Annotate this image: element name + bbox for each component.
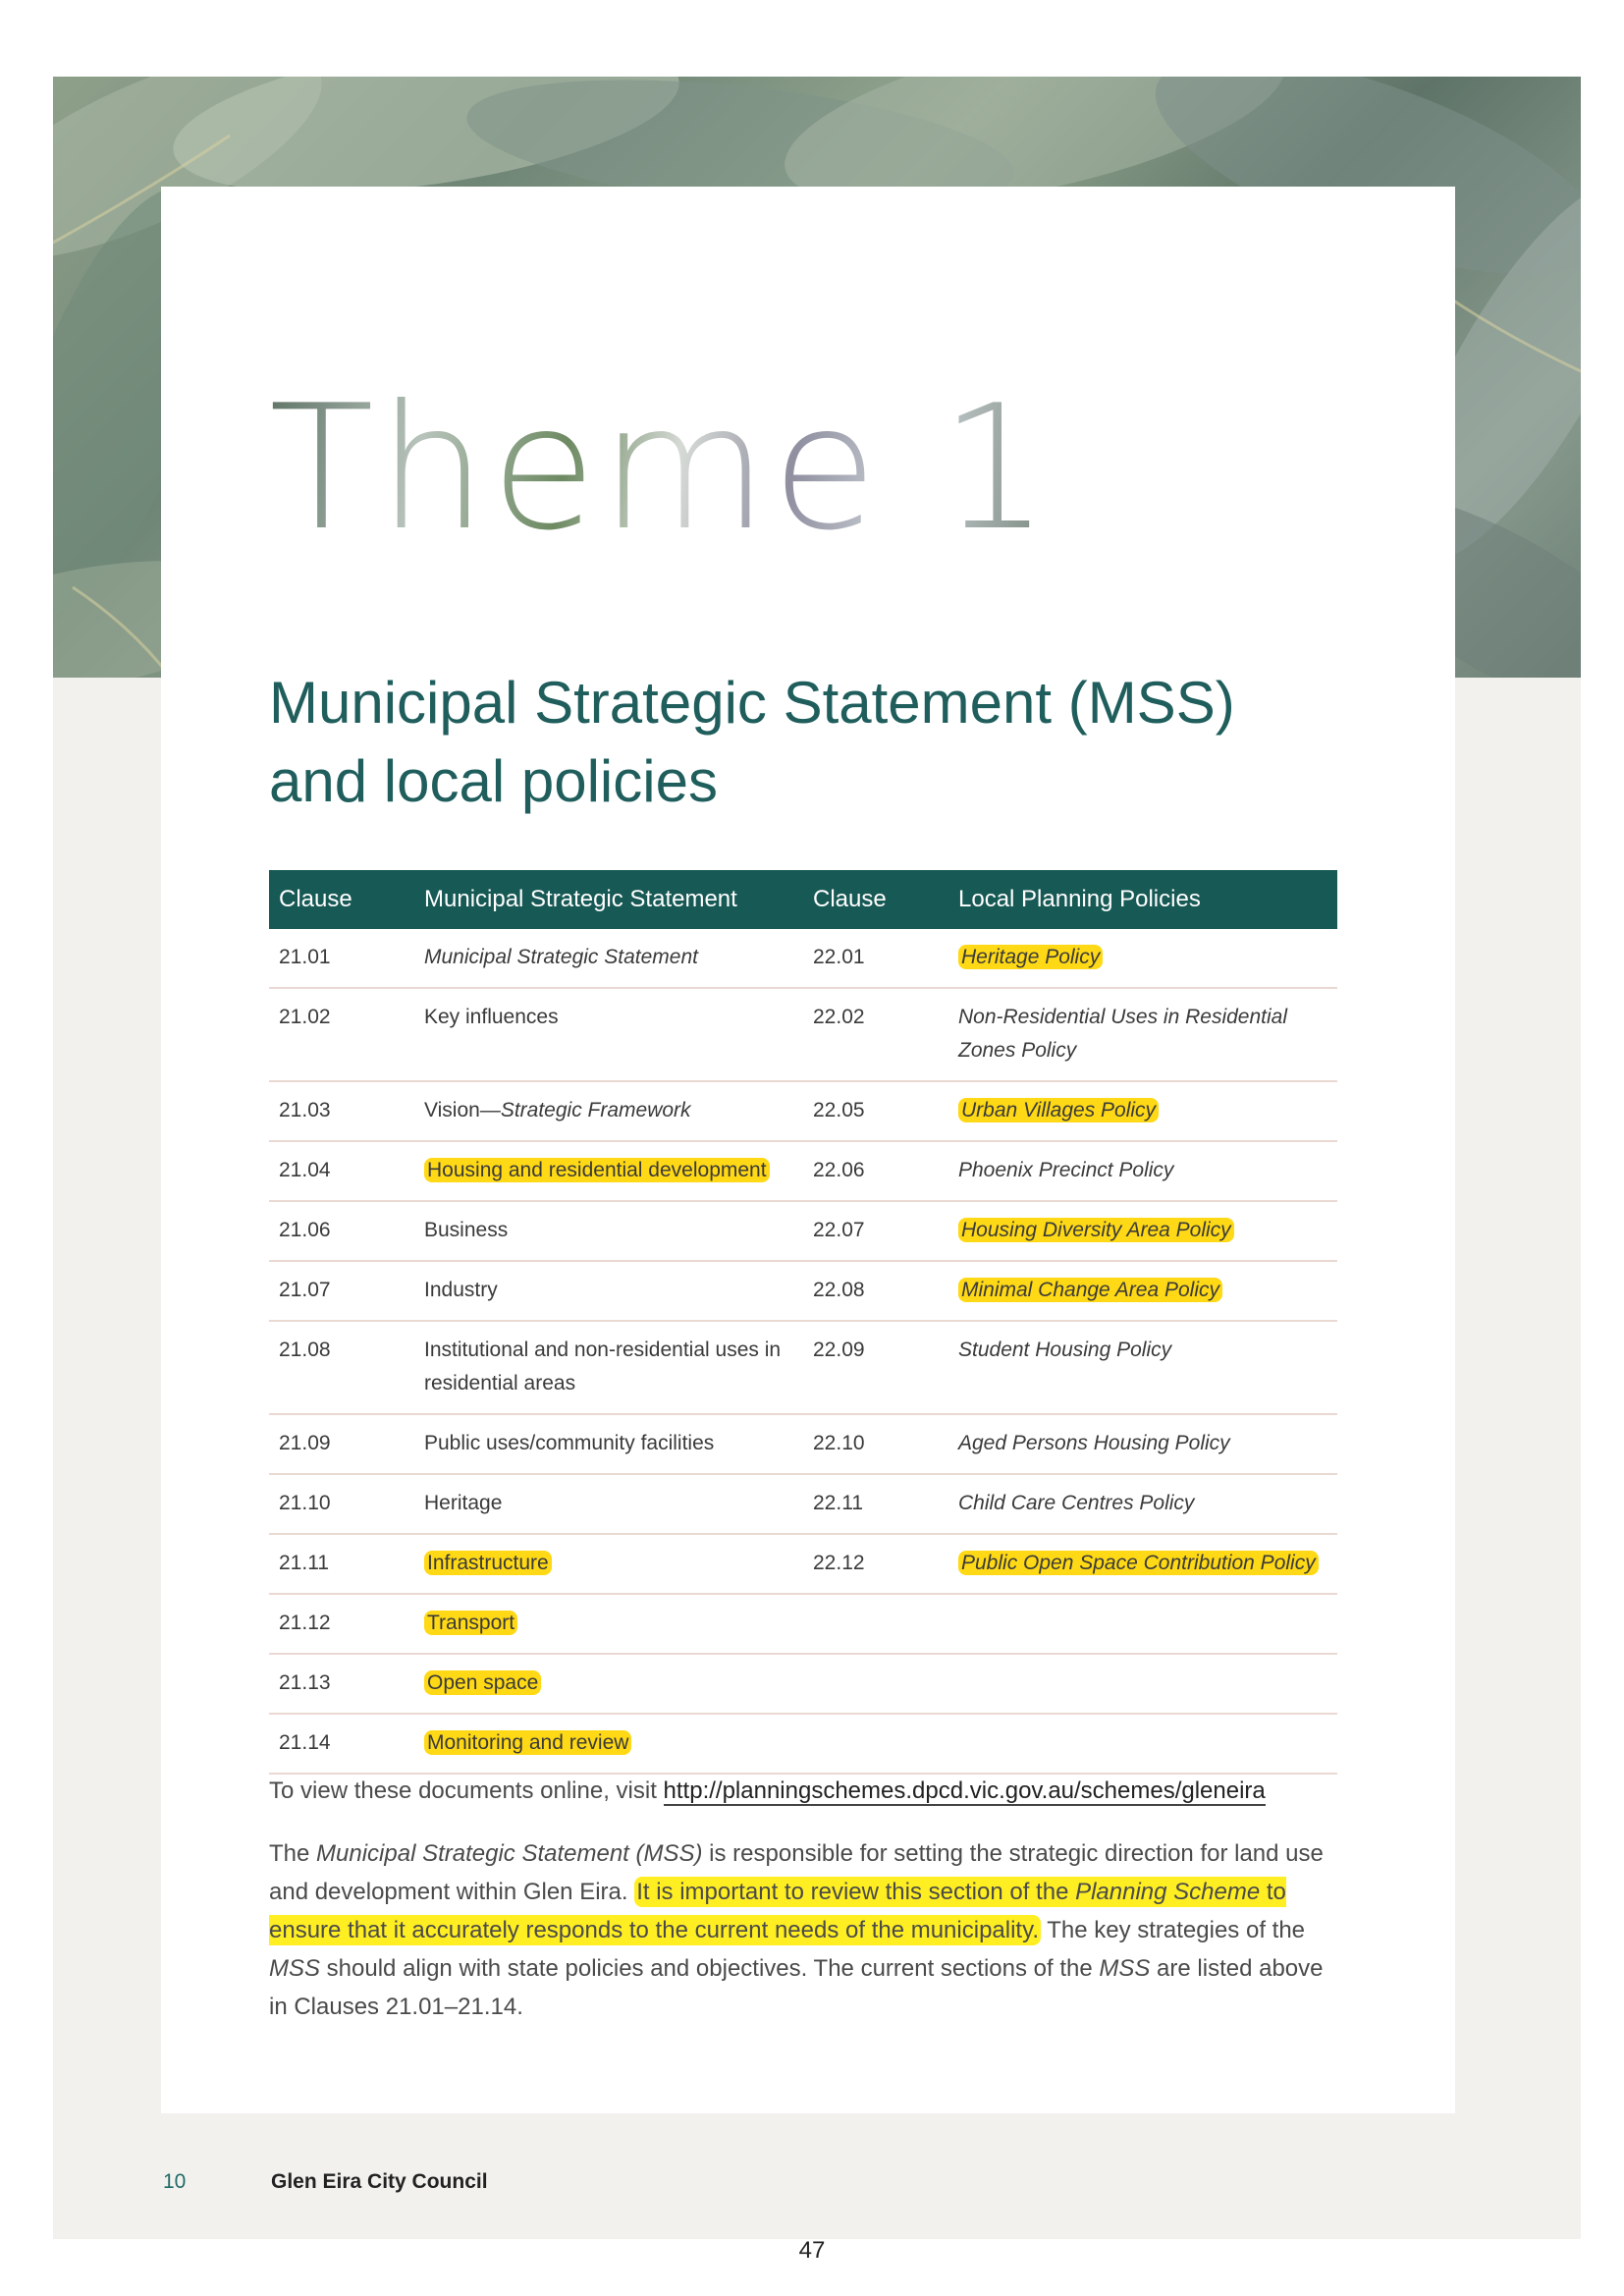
table-row — [269, 988, 1337, 1081]
footer-organisation: Glen Eira City Council — [271, 2170, 488, 2193]
table-row — [269, 1594, 1337, 1654]
mss-text: is responsible for setting the strategic direction for land use and development within Glen Eira. — [269, 1840, 1324, 1905]
table-header-row — [269, 870, 1337, 929]
mss-item-highlighted: Housing and residential development — [424, 1158, 770, 1182]
table-row — [269, 1321, 1337, 1414]
page-sheet — [53, 77, 1581, 2239]
mss-clause: 21.14 — [269, 1714, 414, 1774]
table-row — [269, 1474, 1337, 1534]
lpp-clause: 22.05 — [803, 1081, 948, 1141]
table-row — [269, 1261, 1337, 1321]
mss-clause: 21.01 — [269, 929, 414, 988]
mss-text: should align with state policies and objectives. The current sections of the — [320, 1955, 1100, 1982]
table-row — [269, 1141, 1337, 1201]
table-row — [269, 1654, 1337, 1714]
planning-scheme-link[interactable]: http://planningschemes.dpcd.vic.gov.au/schemes/gleneira — [663, 1777, 1266, 1804]
mss-item-italic: Strategic Framework — [500, 1099, 691, 1121]
title-line-1: Municipal Strategic Statement (MSS) — [269, 670, 1235, 736]
mss-item-highlighted: Open space — [424, 1670, 541, 1695]
highlighted-text: It is important to review this section of the — [636, 1879, 1076, 1905]
online-paragraph — [269, 1772, 1339, 1810]
mss-text-italic: MSS — [269, 1955, 321, 1982]
mss-item: Institutional and non-residential uses in residential areas — [414, 1321, 803, 1414]
lpp-item: Student Housing Policy — [948, 1321, 1337, 1414]
lpp-clause: 22.07 — [803, 1201, 948, 1261]
header-clause-lpp: Clause — [803, 870, 948, 929]
title-line-2: and local policies — [269, 748, 718, 814]
theme-heading: Theme 1 — [269, 369, 1054, 569]
lpp-clause: 22.12 — [803, 1534, 948, 1594]
lpp-item-highlighted: Heritage Policy — [958, 945, 1103, 969]
mss-clause: 21.09 — [269, 1414, 414, 1474]
lpp-item-highlighted: Urban Villages Policy — [958, 1098, 1159, 1122]
mss-item — [414, 1081, 803, 1141]
lpp-item: Aged Persons Housing Policy — [948, 1414, 1337, 1474]
lpp-item-highlighted: Minimal Change Area Policy — [958, 1278, 1222, 1302]
mss-item: Business — [414, 1201, 803, 1261]
mss-clause: 21.04 — [269, 1141, 414, 1201]
mss-clause: 21.03 — [269, 1081, 414, 1141]
page-title — [269, 664, 1349, 821]
clauses-table — [269, 870, 1337, 1775]
mss-clause: 21.12 — [269, 1594, 414, 1654]
mss-clause: 21.08 — [269, 1321, 414, 1414]
lpp-item: Non-Residential Uses in Residential Zones Policy — [948, 988, 1337, 1081]
lpp-clause: 22.10 — [803, 1414, 948, 1474]
mss-item-highlighted: Infrastructure — [424, 1551, 552, 1575]
mss-paragraph — [269, 1834, 1339, 2026]
header-clause-mss: Clause — [269, 870, 414, 929]
table-row — [269, 1414, 1337, 1474]
header-lpp: Local Planning Policies — [948, 870, 1337, 929]
mss-text-italic: MSS — [1099, 1955, 1151, 1982]
footer-page-number: 10 — [163, 2170, 187, 2193]
mss-clause: 21.11 — [269, 1534, 414, 1594]
mss-item: Key influences — [414, 988, 803, 1081]
table-row — [269, 1081, 1337, 1141]
lpp-item: Phoenix Precinct Policy — [948, 1141, 1337, 1201]
mss-item: Municipal Strategic Statement — [414, 929, 803, 988]
mss-item: Industry — [414, 1261, 803, 1321]
mss-clause: 21.10 — [269, 1474, 414, 1534]
table-row — [269, 1201, 1337, 1261]
table-row — [269, 929, 1337, 988]
mss-item-highlighted: Monitoring and review — [424, 1730, 631, 1755]
mss-text-italic: Municipal Strategic Statement (MSS) — [316, 1840, 703, 1867]
lpp-clause: 22.11 — [803, 1474, 948, 1534]
mss-clause: 21.02 — [269, 988, 414, 1081]
mss-text: The key strategies of the — [1040, 1917, 1306, 1943]
lpp-clause: 22.09 — [803, 1321, 948, 1414]
table-row — [269, 1534, 1337, 1594]
mss-text: are listed above in Clauses 21.01–21.14. — [269, 1955, 1324, 2020]
mss-item-highlighted: Transport — [424, 1611, 517, 1635]
lpp-clause: 22.08 — [803, 1261, 948, 1321]
online-prefix: To view these documents online, visit — [269, 1777, 664, 1804]
mss-item: Public uses/community facilities — [414, 1414, 803, 1474]
content-card — [161, 187, 1455, 2113]
lpp-item-highlighted: Housing Diversity Area Policy — [958, 1218, 1234, 1242]
mss-item: Heritage — [414, 1474, 803, 1534]
lpp-clause: 22.01 — [803, 929, 948, 988]
lpp-clause: 22.02 — [803, 988, 948, 1081]
header-mss: Municipal Strategic Statement — [414, 870, 803, 929]
lpp-item-highlighted: Public Open Space Contribution Policy — [958, 1551, 1319, 1575]
lpp-item: Child Care Centres Policy — [948, 1474, 1337, 1534]
mss-clause: 21.06 — [269, 1201, 414, 1261]
highlighted-text: to ensure that it accurately responds to the current needs of the municipality. — [269, 1879, 1286, 1943]
mss-text: The — [269, 1840, 317, 1867]
mss-item-prefix: Vision— — [424, 1099, 501, 1121]
mss-clause: 21.07 — [269, 1261, 414, 1321]
mss-clause: 21.13 — [269, 1654, 414, 1714]
highlighted-text-italic: Planning Scheme — [1075, 1879, 1261, 1905]
table-row — [269, 1714, 1337, 1774]
pdf-page-number: 47 — [798, 2237, 826, 2264]
lpp-clause: 22.06 — [803, 1141, 948, 1201]
